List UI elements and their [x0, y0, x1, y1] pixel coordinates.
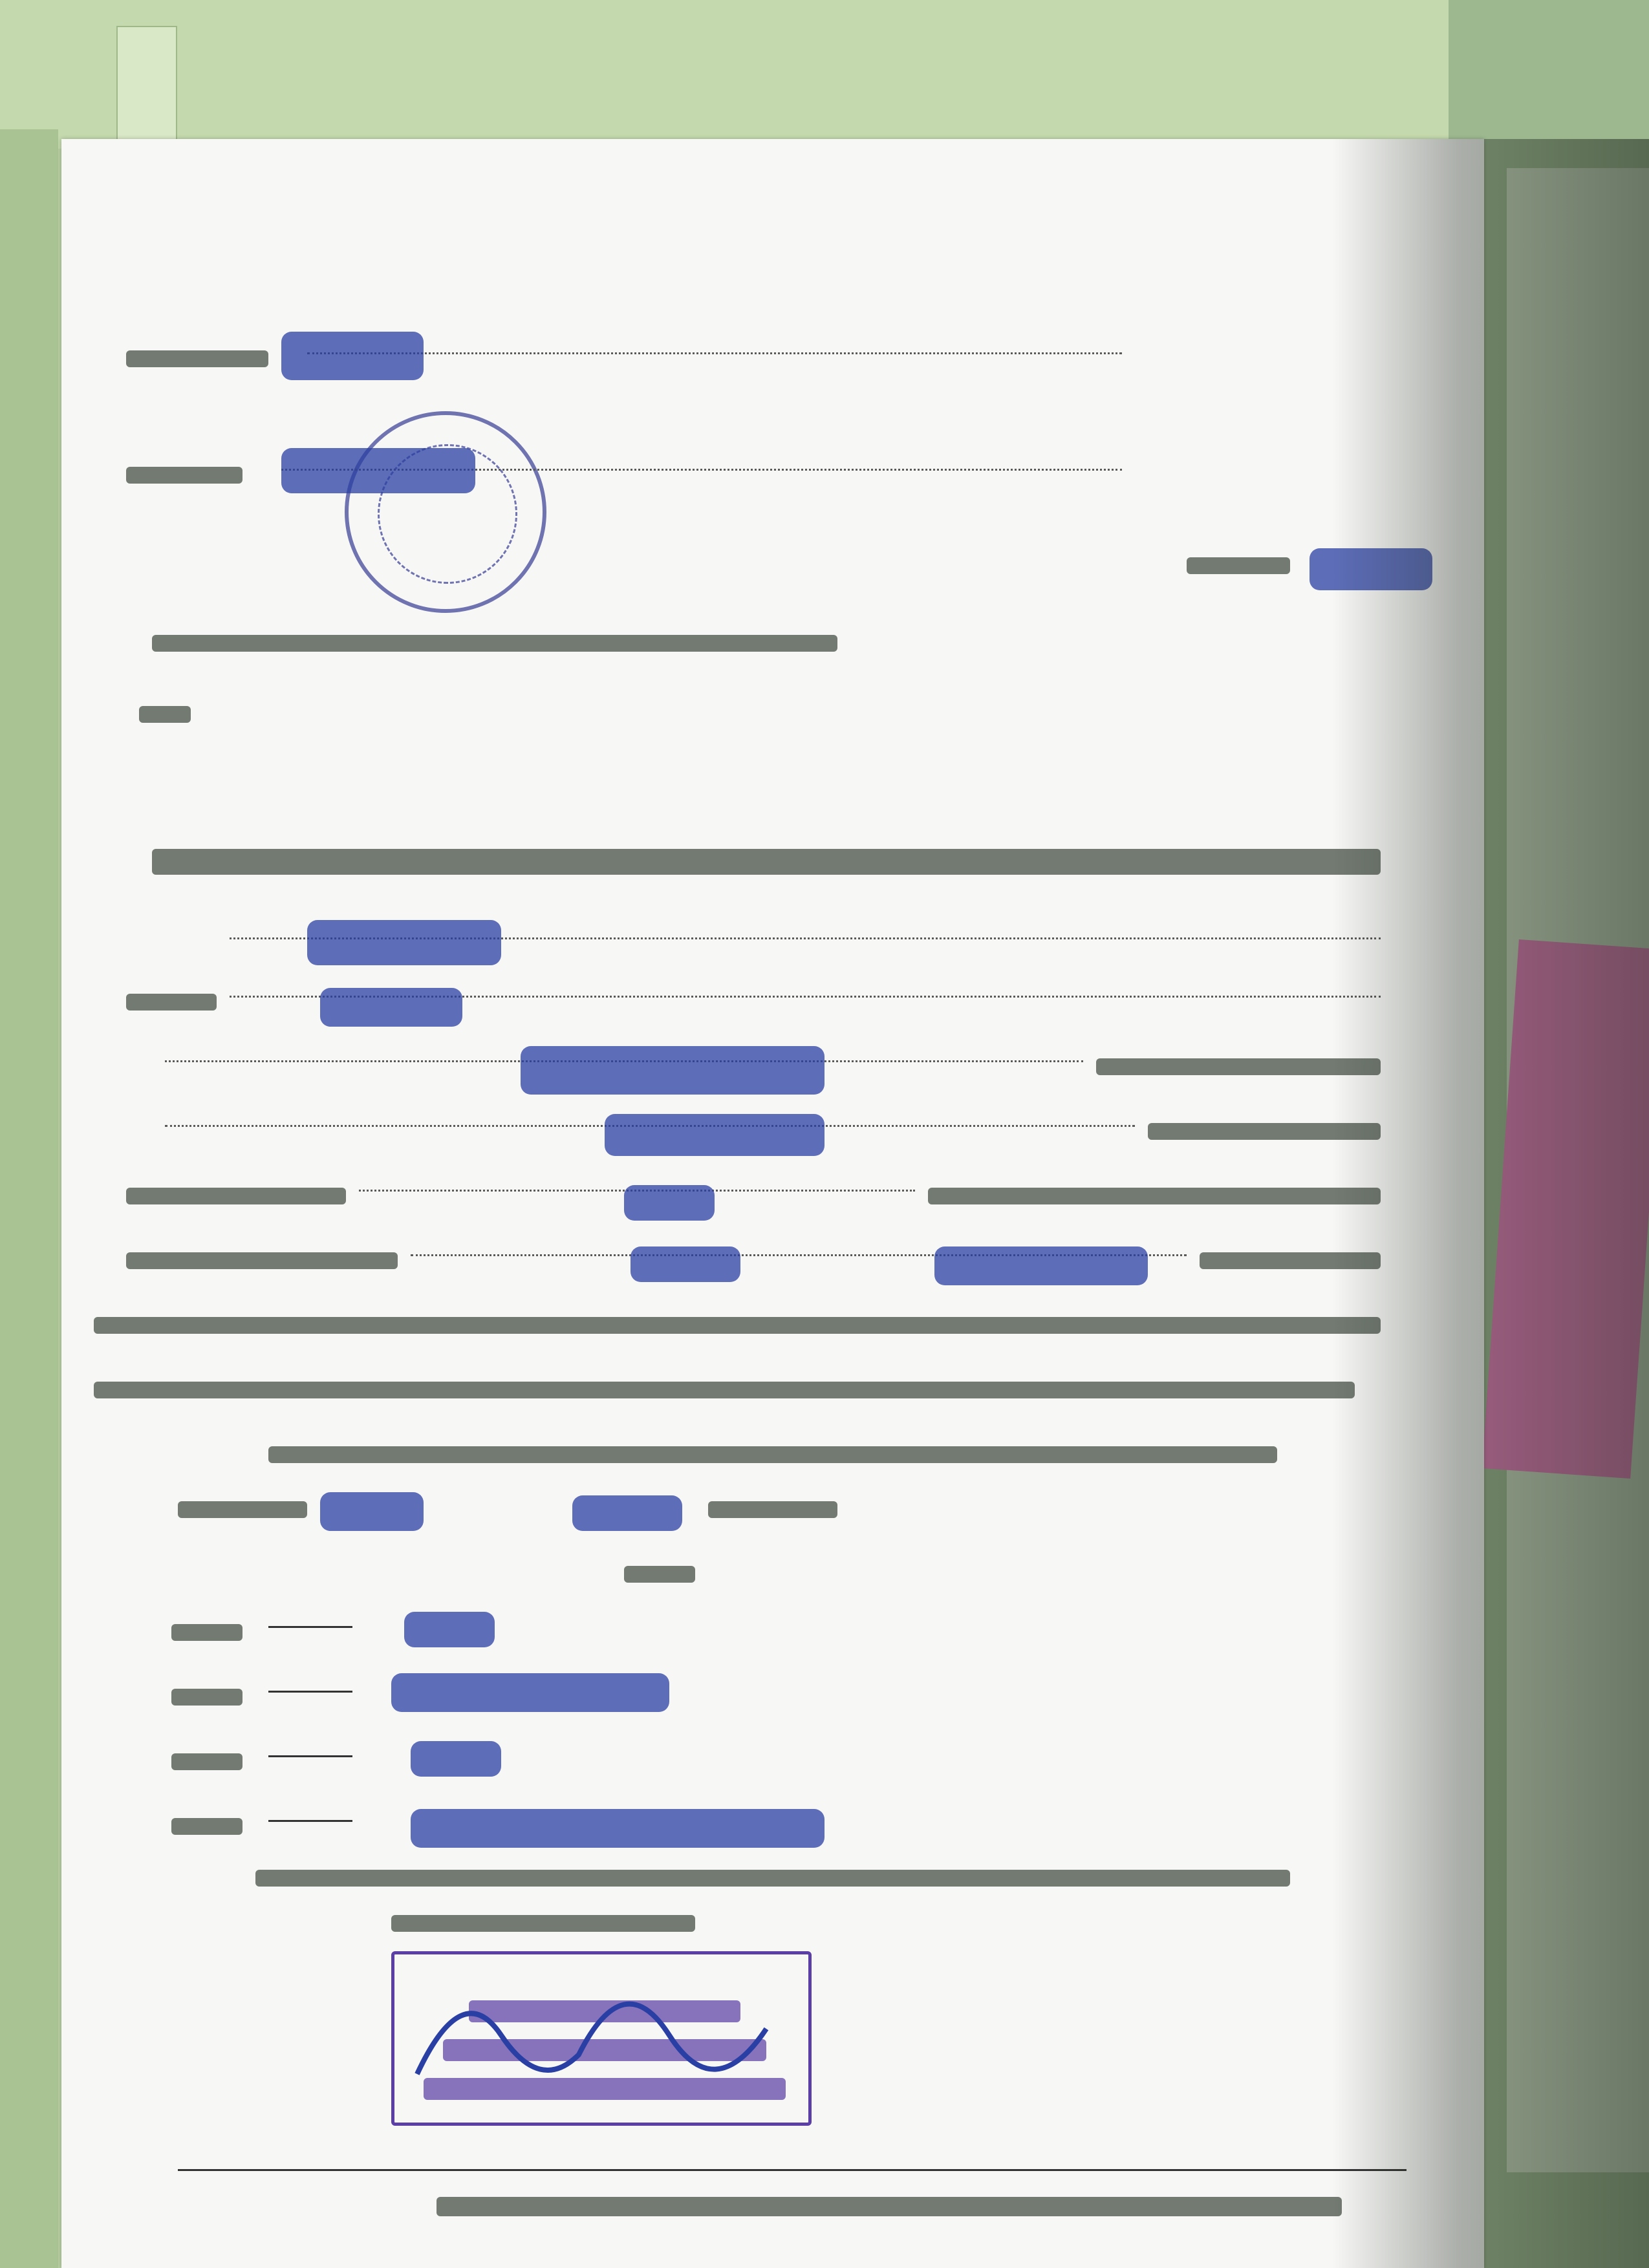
dash-4 — [268, 1626, 352, 1628]
lower-handwritten-2 — [281, 332, 424, 380]
header-rule — [178, 2169, 1406, 2171]
date-label — [1187, 557, 1290, 574]
field-row-1-value-a — [934, 1246, 1148, 1285]
field-row-2-value — [624, 1185, 715, 1221]
field-label-a — [708, 1501, 837, 1518]
field-row-2-label-right — [126, 1188, 346, 1204]
field-row-5-value — [320, 988, 462, 1027]
lower-label-2 — [126, 350, 268, 367]
lower-label-1 — [126, 467, 242, 484]
handwritten-value-3 — [391, 1673, 669, 1712]
label-2 — [171, 1753, 242, 1770]
statement-line-1 — [268, 1446, 1277, 1463]
dash-2 — [268, 1755, 352, 1757]
background-sheet-left — [0, 129, 58, 2268]
field-row-1-label-right — [126, 1252, 398, 1269]
handwritten-value-a — [572, 1495, 682, 1531]
dash-1 — [268, 1820, 352, 1822]
upside-down-content — [61, 139, 1484, 2268]
officer-signature — [411, 1987, 773, 2132]
dash-3 — [268, 1691, 352, 1693]
legal-reference-line — [255, 1870, 1290, 1887]
field-row-3-value — [605, 1114, 824, 1156]
scanned-form-page — [61, 139, 1484, 2268]
field-row-2-label — [928, 1188, 1381, 1204]
handwritten-value-1 — [411, 1809, 824, 1848]
handwritten-value-2 — [411, 1741, 501, 1777]
year-label — [624, 1566, 695, 1583]
field-row-4-value — [521, 1046, 824, 1095]
lower-rule-2 — [307, 352, 1122, 354]
lower-handwritten-1 — [281, 448, 475, 493]
field-row-1-value-b — [630, 1246, 740, 1282]
handwritten-value-4 — [404, 1612, 495, 1647]
header-printed-line — [436, 2197, 1342, 2216]
field-row-5-label-right — [126, 994, 217, 1011]
handwritten-value-b — [320, 1492, 424, 1531]
field-label-b — [178, 1501, 307, 1518]
corner-label — [139, 706, 191, 723]
background-sheet-top — [0, 0, 1649, 149]
field-row-6-value — [307, 920, 501, 965]
signature-section-label — [152, 635, 837, 652]
page-curl-shadow — [1332, 139, 1649, 2268]
label-4 — [171, 1624, 242, 1641]
statement-line-3 — [94, 1317, 1381, 1334]
issuer-designation — [391, 1915, 695, 1932]
folder-tab — [116, 26, 177, 145]
statement-line-2 — [94, 1382, 1355, 1398]
label-1 — [171, 1818, 242, 1835]
form-subject-line — [152, 849, 1381, 875]
label-3 — [171, 1689, 242, 1706]
